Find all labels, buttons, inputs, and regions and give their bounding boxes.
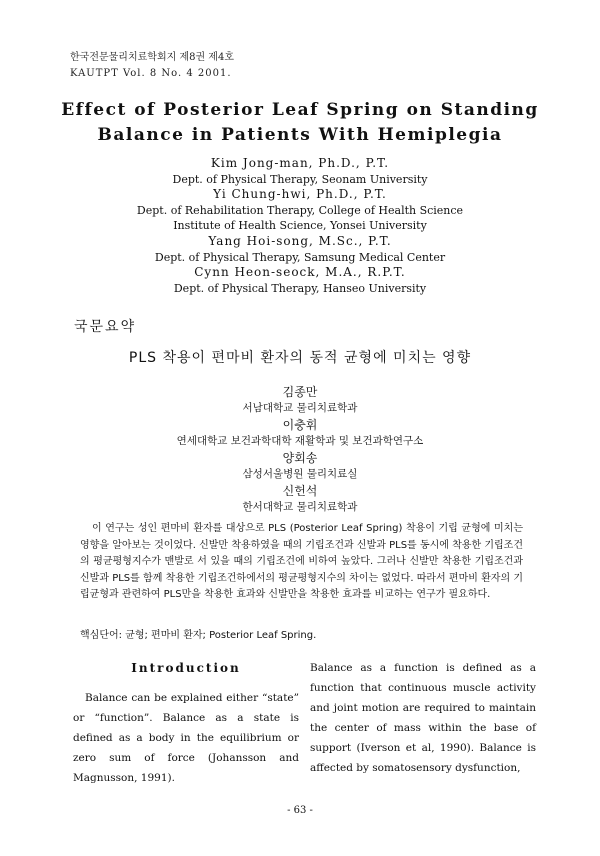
paper-title-line-2: Balance in Patients With Hemiplegia bbox=[97, 125, 503, 145]
author-affiliation: Dept. of Rehabilitation Therapy, College of Health Science bbox=[136, 203, 464, 217]
korean-author-block bbox=[60, 384, 540, 516]
korean-author-affiliation: 서남대학교 물리치료학과 bbox=[242, 402, 358, 414]
korean-author-affiliation: 한서대학교 물리치료학과 bbox=[242, 501, 358, 513]
right-column bbox=[310, 658, 536, 778]
left-column bbox=[73, 658, 299, 788]
author-name: Yang Hoi-song, M.Sc., P.T. bbox=[208, 233, 392, 248]
korean-abstract-title: PLS 착용이 편마비 환자의 동적 균형에 미치는 영향 bbox=[128, 350, 472, 366]
author-name: Cynn Heon-seock, M.A., R.P.T. bbox=[194, 265, 406, 280]
author-affiliation: Dept. of Physical Therapy, Seonam University bbox=[172, 172, 428, 186]
introduction-heading: Introduction bbox=[131, 661, 241, 675]
paper-title-line-1: Effect of Posterior Leaf Spring on Standing bbox=[61, 100, 539, 120]
author-name: Kim Jong-man, Ph.D., P.T. bbox=[210, 156, 390, 170]
author-affiliation: Dept. of Physical Therapy, Samsung Medical Center bbox=[154, 250, 446, 264]
page-number: - 63 - bbox=[287, 805, 313, 816]
korean-author-name: 김종만 bbox=[282, 385, 318, 399]
korean-abstract-body: 이 연구는 성인 편마비 환자를 대상으로 PLS (Posterior Leaf Spring) 착용이 기립 균형에 미치는 영향을 알아보는 것이었다. 신발만 착용하였을 때의 기립조건과 신발과 PLS를 동시에 착용한 기립조건의 평균평형지수가 맨발로 서 있을 때의 기립조건에 비하여 높았다. 그러나 신발만 착용한 기립조건과 신발과 PLS를 함께 착용한 기립조건하에서의 평균평형지수의 차이는 없었다. 따라서 편마비 환자의 기립균형과 관련하여 PLS만을 착용한 효과와 신발만을 착용한 효과를 비교하는 연구가 필요하다. bbox=[80, 523, 523, 601]
keywords: 핵심단어: 균형; 편마비 환자; Posterior Leaf Spring. bbox=[80, 630, 317, 641]
introduction-paragraph-continued: Balance as a function is defined as a function that continuous muscle activity and joint motion are required to maintain the center of mass within the base of support (Iverson et al, 1990). Balance is affected by somatosensory dysfunction, bbox=[310, 662, 536, 774]
korean-abstract-heading: 국문요약 bbox=[74, 319, 137, 335]
author-affiliation: Dept. of Physical Therapy, Hanseo University bbox=[173, 281, 427, 295]
korean-author-name: 신헌석 bbox=[282, 484, 318, 498]
paper-title bbox=[60, 98, 540, 148]
introduction-paragraph: Balance can be explained either “state” or “function”. Balance as a state is defined as a body in the equilibrium or zero sum of force (Johansson and Magnusson, 1991). bbox=[73, 692, 299, 784]
journal-header bbox=[70, 50, 234, 82]
journal-name-korean: 한국전문물리치료학회지 제8권 제4호 bbox=[70, 52, 234, 63]
korean-author-affiliation: 연세대학교 보건과학대학 재활학과 및 보건과학연구소 bbox=[176, 435, 424, 447]
korean-author-name: 이충휘 bbox=[282, 418, 318, 432]
author-name: Yi Chung-hwi, Ph.D., P.T. bbox=[213, 187, 387, 202]
author-block bbox=[60, 156, 540, 296]
korean-author-name: 양회송 bbox=[282, 451, 318, 465]
author-affiliation: Institute of Health Science, Yonsei University bbox=[173, 219, 427, 233]
korean-author-affiliation: 삼성서울병원 물리치료실 bbox=[242, 468, 358, 480]
journal-citation: KAUTPT Vol. 8 No. 4 2001. bbox=[70, 68, 232, 79]
